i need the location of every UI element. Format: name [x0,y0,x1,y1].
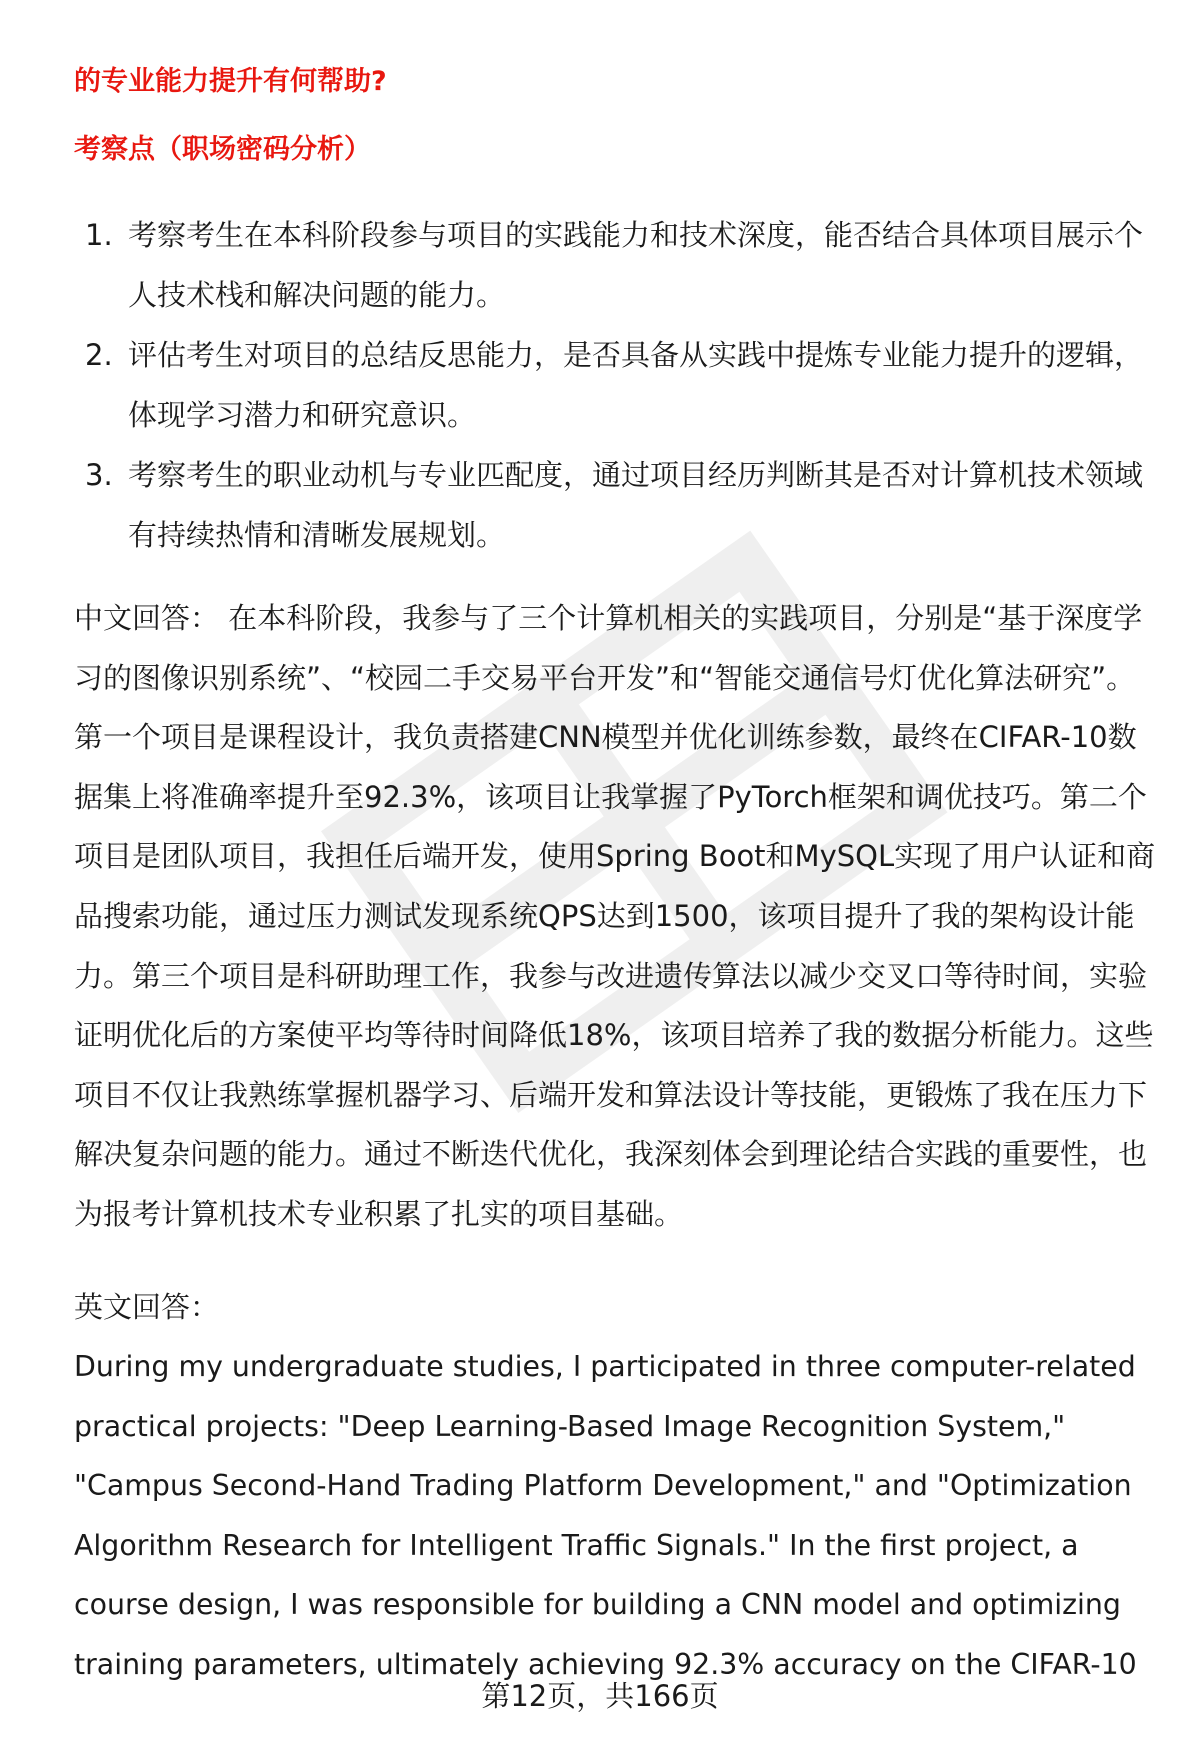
list-item [74,325,1154,445]
chinese-answer-paragraph [74,589,1162,1245]
list-item-number: 3. [85,458,113,492]
chinese-answer-label: 中文回答： [74,601,220,635]
question-title: 的专业能力提升有何帮助? [74,66,387,97]
list-item-text: 考察考生的职业动机与专业匹配度，通过项目经历判断其是否对计算机技术领域有持续热情和清晰发展规划。 [128,458,1144,552]
chinese-answer-text: 在本科阶段，我参与了三个计算机相关的实践项目，分别是“基于深度学习的图像识别系统”、“校园二手交易平台开发”和“智能交通信号灯优化算法研究”。第一个项目是课程设计，我负责搭建CNN模型并优化训练参数，最终在CIFAR-10数据集上将准确率提升至92.3%，该项目让我掌握了PyTorch框架和调优技巧。第二个项目是团队项目，我担任后端开发，使用Spring Boot和MySQL实现了用户认证和商品搜索功能，通过压力测试发现系统QPS达到1500，该项目提升了我的架构设计能力。第三个项目是科研助理工作，我参与改进遗传算法以减少交叉口等待时间，实验证明优化后的方案使平均等待时间降低18%，该项目培养了我的数据分析能力。这些项目不仅让我熟练掌握机器学习、后端开发和算法设计等技能，更锻炼了我在压力下解决复杂问题的能力。通过不断迭代优化，我深刻体会到理论结合实践的重要性，也为报考计算机技术专业积累了扎实的项目基础。 [74,601,1156,1231]
page-number-footer: 第12页，共166页 [481,1679,719,1713]
list-item [74,205,1154,325]
list-item-number: 1. [85,218,113,252]
analysis-heading: 考察点（职场密码分析） [74,134,371,165]
list-item-number: 2. [85,338,113,372]
analysis-points-list [74,205,1154,565]
list-item [74,445,1154,565]
english-answer-label: 英文回答： [74,1290,220,1324]
list-item-text: 评估考生对项目的总结反思能力，是否具备从实践中提炼专业能力提升的逻辑，体现学习潜力和研究意识。 [128,338,1144,432]
list-item-text: 考察考生在本科阶段参与项目的实践能力和技术深度，能否结合具体项目展示个人技术栈和解决问题的能力。 [128,218,1144,312]
english-answer-text: During my undergraduate studies, I participated in three computer-related practical projects: "Deep Learning-Based Image Recognition System," "Campus Second-Hand Trading Platform Development," and "Optimization Algorithm Research for Intelligent Traffic Signals." In the first project, a course design, I was responsible for building a CNN model and optimizing training parameters, ultimately achieving 92.3% accuracy on the CIFAR-10 [74,1350,1137,1681]
